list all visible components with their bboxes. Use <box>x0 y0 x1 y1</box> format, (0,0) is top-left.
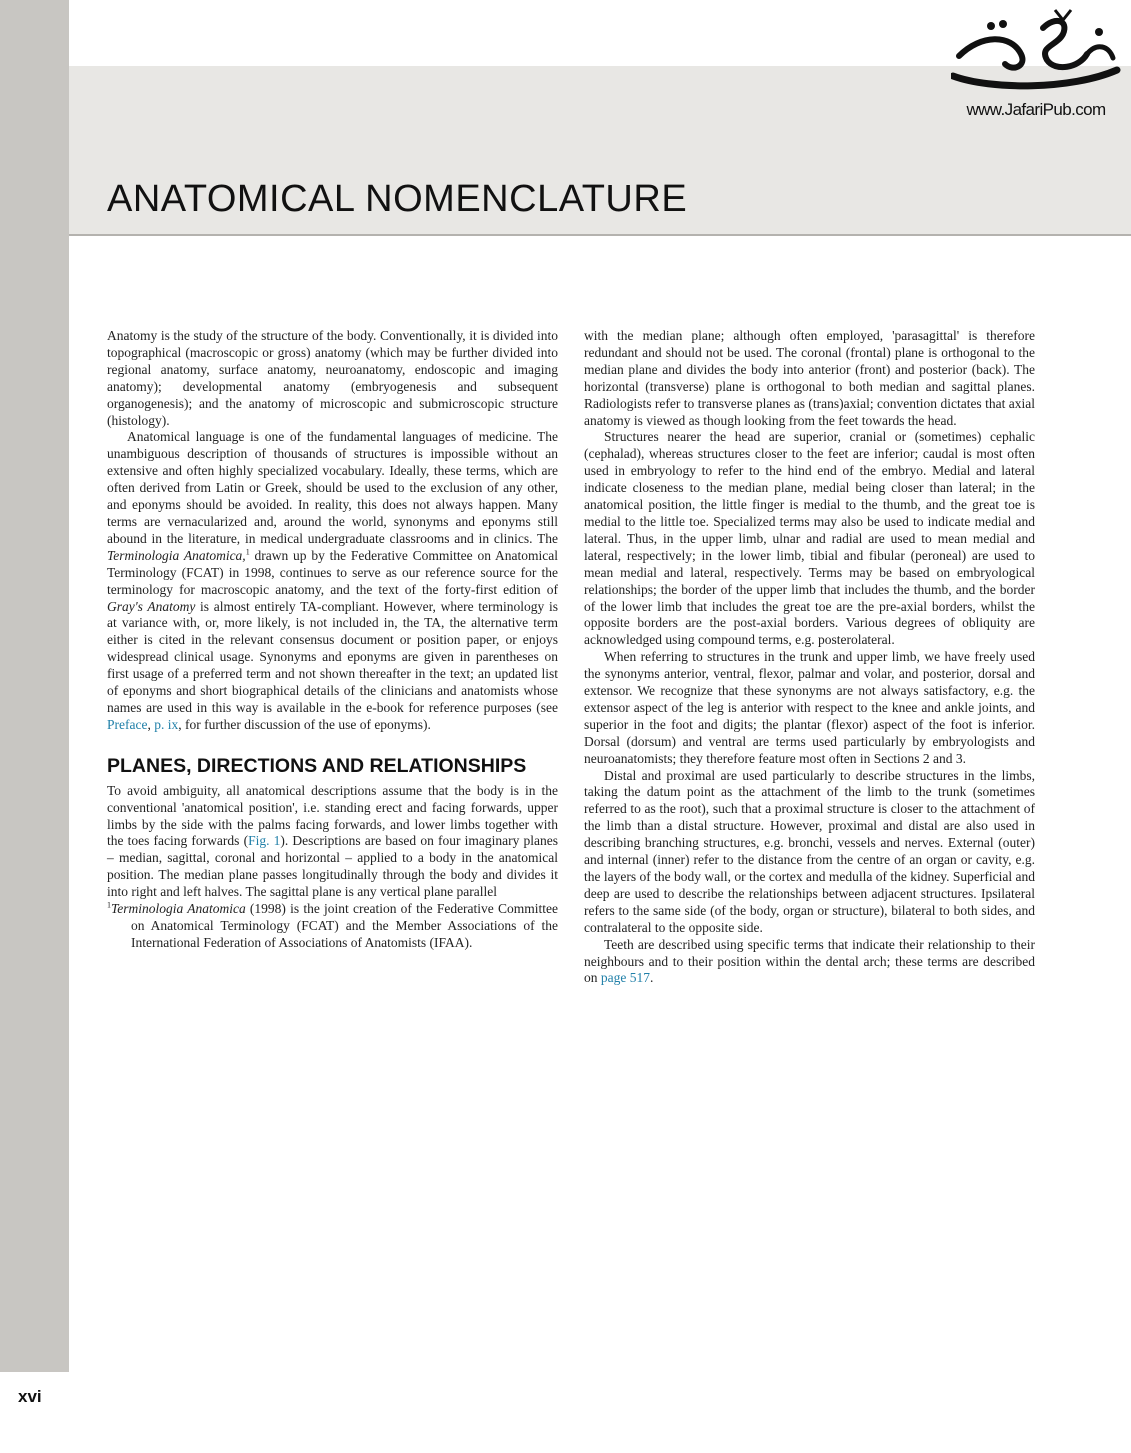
page-517-link[interactable]: page 517 <box>600 970 650 986</box>
paragraph <box>107 783 558 901</box>
chapter-title: ANATOMICAL NOMENCLATURE <box>107 178 688 220</box>
paragraph: Structures nearer the head are superior, cranial or (sometimes) cephalic (cephalad), whereas structures closer to the feet are inferior; caudal is most often used in embryology to refer to the hind end of the embryo. Medial and lateral indicate closeness to the median plane, medial being closer than lateral; in the anatomical position, the little finger is medial to the thumb, and the great toe is medial to the little toe. Specialized terms may also be used to indicate medial and lateral. Thus, in the upper limb, ulnar and radial are used to mean medial and lateral, respectively; in the lower limb, tibial and fibular (peroneal) are used to mean medial and lateral, respectively. Terms may be based on embryological relationships; the border of the upper limb that includes the thumb, and the border of the lower limb that includes the great toe are the pre-axial borders, whilst the opposite borders are the post-axial borders. Various degrees of obliquity are acknowledged using compound terms, e.g. posterolateral. <box>584 429 1035 648</box>
paragraph: Anatomy is the study of the structure of the body. Conventionally, it is divided into topographical (macroscopic or gross) anatomy (which may be further divided into regional anatomy, surface anatomy, neuroanatomy, endoscopic and imaging anatomy); developmental anatomy (embryogenesis and subsequent organogenesis); and the anatomy of microscopic and submicroscopic structure (histology). <box>107 328 558 428</box>
italic-term: Terminologia Anatomica, <box>107 547 246 563</box>
paragraph <box>107 429 558 733</box>
text-run: drawn up by the Federative Committee on Anatomical Terminology (FCAT) in 1998, continues to serve as our reference source for the terminology for macroscopic anatomy, and the text of the forty-first edition of <box>107 547 558 597</box>
paragraph <box>584 937 1035 988</box>
footnote-number: 1 <box>107 900 111 910</box>
text-run: . <box>649 970 654 986</box>
side-margin-bar <box>0 0 69 1372</box>
paragraph: Distal and proximal are used particularly to describe structures in the limbs, taking the datum point as the attachment of the limb to the trunk (sometimes referred to as the root), such that a proximal structure is closer to the attachment of the limb than a distal structure. However, proximal and distal are also used in describing branching structures, e.g. bronchi, vessels and nerves. External (outer) and internal (inner) refer to the distance from the centre of an organ or cavity, e.g. the layers of the body wall, or the cortex and medulla of the kidney. Superficial and deep are used to describe the relationships between adjacent structures. Ipsilateral refers to the same side (of the body, organ or structure), bilateral to both sides, and contralateral to the opposite side. <box>584 767 1035 935</box>
text-run: , for further discussion of the use of eponyms). <box>178 716 431 732</box>
footnote <box>107 901 558 952</box>
figure-1-link[interactable]: Fig. 1 <box>248 833 281 849</box>
text-run: Anatomical language is one of the fundamental languages of medicine. The unambiguous description of thousands of structures is impossible without an extensive and often highly specialized vocabulary. Ideally, these terms, which are often derived from Latin or Greek, should be used to the exclusion of any other, and eponyms should be avoided. In reality, this does not always happen. Many terms are vernacularized and, around the world, synonyms and eponyms still abound in the literature, in medical undergraduate classrooms and in clinics. The <box>107 429 558 546</box>
paragraph: When referring to structures in the trunk and upper limb, we have freely used the synonyms anterior, ventral, flexor, palmar and volar, and posterior, dorsal and extensor. We recognize that these synonyms are not always satisfactory, e.g. the extensor aspect of the leg is anterior with respect to the knee and ankle joints, and superior in the foot and digits; the plantar (flexor) aspect of the foot is inferior. Dorsal (dorsum) and ventral are terms used particularly by embryologists and neuroanatomists; they therefore feature most often in Sections 2 and 3. <box>584 649 1035 766</box>
text-run: ). Descriptions are based on four imaginary planes – median, sagittal, coronal and horizontal – applied to a body in the anatomical position. The median plane passes longitudinally through the body and divides it into right and left halves. The sagittal plane is any vertical plane parallel <box>107 833 558 900</box>
text-run: To avoid ambiguity, all anatomical descriptions assume that the body is in the conventional 'anatomical position', i.e. standing erect and facing forwards, upper limbs by the side with the palms facing forwards, and lower limbs together with the toes facing forwards ( <box>107 782 558 849</box>
right-column <box>584 328 1035 987</box>
page-ix-link[interactable]: p. ix <box>154 716 179 732</box>
page-number: xvi <box>18 1387 42 1406</box>
paragraph: with the median plane; although often employed, 'parasagittal' is therefore redundant and should not be used. The coronal (frontal) plane is orthogonal to the median plane and divides the body into anterior (front) and posterior (back). The horizontal (transverse) plane is orthogonal to both median and sagittal planes. Radiologists refer to transverse planes as (trans)axial; convention dictates that axial anatomy is viewed as though looking from the feet towards the head. <box>584 328 1035 428</box>
italic-title: Gray's Anatomy <box>107 598 196 614</box>
section-heading: PLANES, DIRECTIONS AND RELATIONSHIPS <box>107 754 527 777</box>
logo-url: www.JafariPub.com <box>966 100 1106 119</box>
publisher-logo <box>945 6 1125 126</box>
footnote-marker[interactable]: 1 <box>245 547 250 557</box>
text-run: Teeth are described using specific terms that indicate their relationship to their neighbours and to their position within the dental arch; these terms are described on <box>584 936 1035 986</box>
text-run: (1998) is the joint creation of the Federative Committee on Anatomical Terminology (FCAT) and the Member Associations of the International Federation of Associations of Anatomists (IFAA). <box>131 901 558 950</box>
preface-link[interactable]: Preface <box>107 716 148 732</box>
left-column <box>107 328 558 952</box>
italic-term: Terminologia Anatomica <box>111 901 246 917</box>
calligraphy-logo-icon <box>951 6 1121 96</box>
text-run: is almost entirely TA-compliant. However, where terminology is at variance with, or, more likely, is not included in, the TA, the alternative term either is cited in the relevant consensus document or position paper, or enjoys widespread clinical usage. Synonyms and eponyms are given in parentheses on first usage of a preferred term and not shown thereafter in the text; an updated list of eponyms and short biographical details of the clinicians and anatomists whose names are used in this way is available in the e-book for reference purposes (see <box>107 598 558 715</box>
text-run: , <box>147 716 155 732</box>
